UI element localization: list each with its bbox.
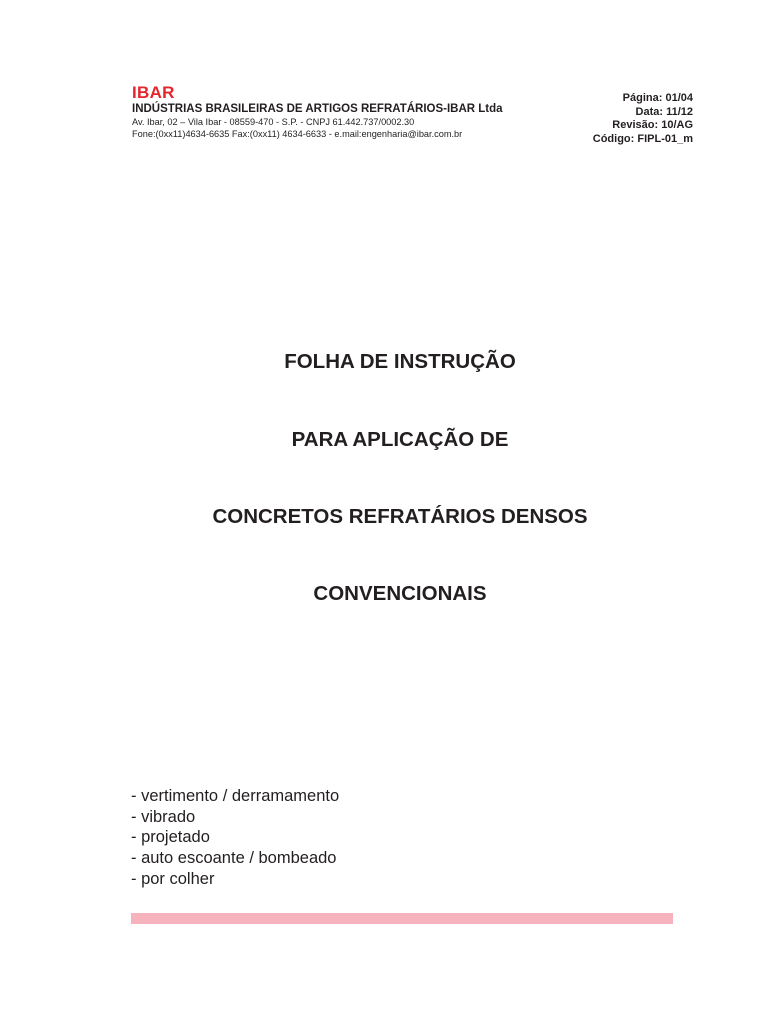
title-line-3: CONCRETOS REFRATÁRIOS DENSOS [212,505,588,528]
title-line-1: FOLHA DE INSTRUÇÃO [284,350,516,373]
list-item: - auto escoante / bombeado [131,849,337,868]
company-name: INDÚSTRIAS BRASILEIRAS DE ARTIGOS REFRATÁRIOS-IBAR Ltda [132,103,503,115]
application-methods-list [131,786,339,890]
page-number: Página: 01/04 [622,92,693,104]
list-item: - projetado [131,828,210,847]
footer-divider [131,913,673,924]
brand-logo-text: IBAR [132,83,175,102]
title-line-2: PARA APLICAÇÃO DE [291,428,509,451]
title-line-4: CONVENCIONAIS [313,582,487,605]
list-item: - por colher [131,869,215,888]
company-block [132,84,503,140]
document-revision: Revisão: 10/AG [612,119,693,131]
document-code: Código: FIPL-01_m [592,132,693,145]
company-address: Av. Ibar, 02 – Vila Ibar - 08559-470 - S.P. - CNPJ 61.442.737/0002.30 [132,117,415,127]
document-date: Data: 11/12 [635,105,693,118]
document-meta [593,92,693,146]
list-item: - vibrado [131,807,196,826]
list-item: - vertimento / derramamento [131,787,340,805]
company-contact: Fone:(0xx11)4634-6635 Fax:(0xx11) 4634-6633 - e.mail:engenharia@ibar.com.br [132,129,463,139]
